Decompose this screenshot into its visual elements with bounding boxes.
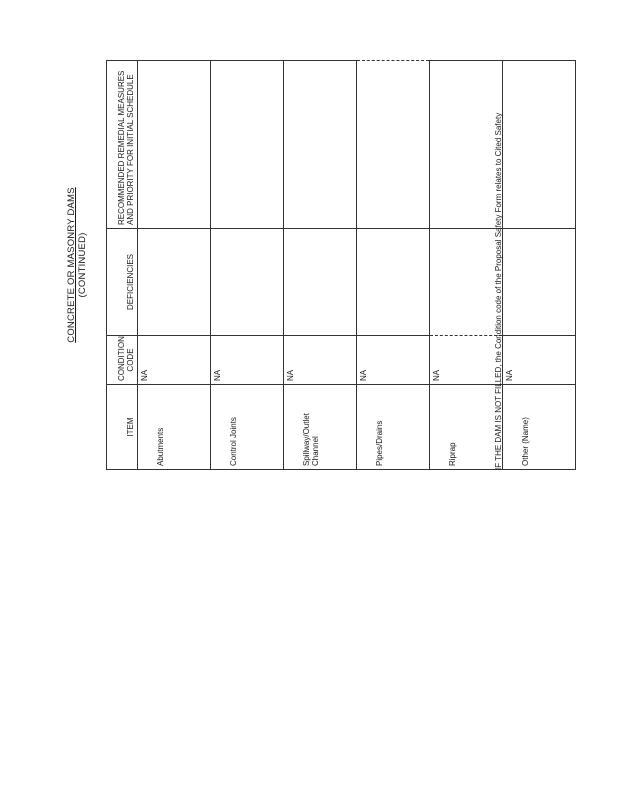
form-title: CONCRETE OR MASONRY DAMS — [66, 187, 77, 343]
table-row — [430, 61, 503, 470]
condition-code-cell[interactable]: NA — [357, 336, 430, 385]
table-row — [503, 61, 576, 470]
deficiencies-cell[interactable] — [138, 229, 211, 336]
item-cell: Pipes/Drains — [357, 385, 430, 470]
deficiencies-cell[interactable] — [503, 229, 576, 336]
recommended-measures-cell[interactable] — [357, 61, 430, 229]
form-title-block — [66, 60, 88, 470]
recommended-measures-cell[interactable] — [284, 61, 357, 229]
recommended-measures-cell[interactable] — [503, 61, 576, 229]
table-row — [357, 61, 430, 470]
recommended-measures-cell[interactable] — [430, 61, 503, 229]
column-header-recommended-measures: RECOMMENDED REMEDIAL MEASURES AND PRIORITY FOR INITIAL SCHEDULE — [107, 61, 138, 229]
condition-code-cell[interactable]: NA — [211, 336, 284, 385]
deficiencies-cell[interactable] — [284, 229, 357, 336]
table-row — [138, 61, 211, 470]
condition-code-cell[interactable]: NA — [284, 336, 357, 385]
footnote: IF THE DAM IS NOT FILLED, the Condition code of the Proposal Safety Form relates to Cited Safety — [494, 112, 503, 470]
form-subtitle: (CONTINUED) — [77, 232, 88, 298]
column-header-condition-code: CONDITION CODE — [107, 336, 138, 385]
rotated-form-page — [62, 60, 530, 470]
deficiencies-cell[interactable] — [357, 229, 430, 336]
item-cell: Other (Name) — [503, 385, 576, 470]
item-cell: Spillway/Outlet Channel — [284, 385, 357, 470]
condition-code-cell[interactable]: NA — [503, 336, 576, 385]
table-row — [211, 61, 284, 470]
condition-code-cell[interactable]: NA — [430, 336, 503, 385]
deficiencies-cell[interactable] — [211, 229, 284, 336]
item-cell: Riprap — [430, 385, 503, 470]
condition-code-cell[interactable]: NA — [138, 336, 211, 385]
table-row — [284, 61, 357, 470]
column-header-item: ITEM — [107, 385, 138, 470]
recommended-measures-cell[interactable] — [211, 61, 284, 229]
item-cell: Abutments — [138, 385, 211, 470]
column-header-deficiencies: DEFICIENCIES — [107, 229, 138, 336]
deficiencies-cell[interactable] — [430, 229, 503, 336]
recommended-measures-cell[interactable] — [138, 61, 211, 229]
inspection-table — [106, 60, 576, 470]
table-header-row — [107, 61, 138, 470]
item-cell: Control Joints — [211, 385, 284, 470]
